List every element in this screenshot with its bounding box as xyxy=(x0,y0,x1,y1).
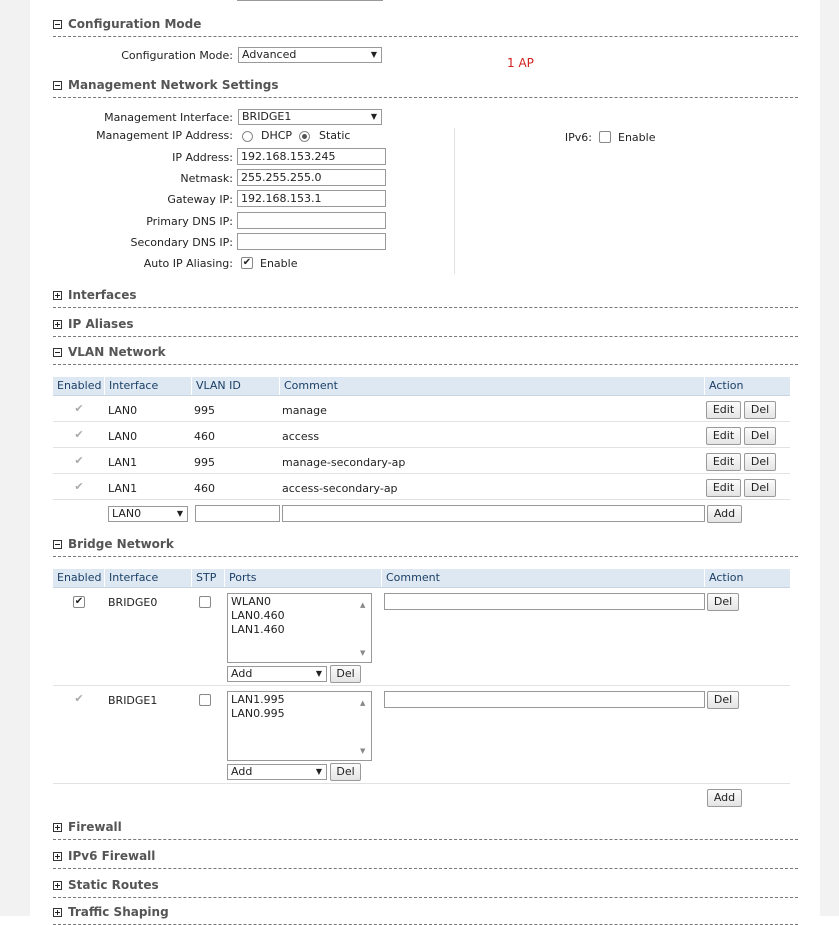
mgmt-interface-label: Management Interface: xyxy=(104,111,233,124)
expand-icon[interactable] xyxy=(53,320,62,329)
vlan-edit-button[interactable]: Edit xyxy=(706,453,741,471)
bridge-port-add-select[interactable] xyxy=(227,666,327,682)
section-management-network[interactable] xyxy=(53,77,798,98)
gateway-label: Gateway IP: xyxy=(167,193,233,206)
column-separator xyxy=(454,128,455,274)
bridge-enabled-checkbox[interactable]: ✔ xyxy=(74,596,84,607)
gateway-input[interactable]: 192.168.153.1 xyxy=(237,190,386,207)
ipv6-enable-label: Enable xyxy=(618,131,656,144)
secondary-dns-label: Secondary DNS IP: xyxy=(130,236,233,249)
vlan-id: 995 xyxy=(194,404,215,417)
vlan-del-button[interactable]: Del xyxy=(744,453,776,471)
vlan-new-interface-value: LAN0 xyxy=(112,507,142,520)
vlan-interface: LAN0 xyxy=(108,404,138,417)
section-title: Firewall xyxy=(68,820,122,834)
expand-icon[interactable] xyxy=(53,291,62,300)
port-item[interactable]: LAN0.460 xyxy=(231,609,285,622)
netmask-label: Netmask: xyxy=(180,172,233,185)
ipv6-label: IPv6: xyxy=(564,131,592,144)
primary-dns-label: Primary DNS IP: xyxy=(146,215,233,228)
vlan-id: 460 xyxy=(194,482,215,495)
section-title: Management Network Settings xyxy=(68,78,279,92)
vlan-header-interface: Interface xyxy=(104,377,193,395)
section-title: Configuration Mode xyxy=(68,17,202,31)
section-firewall[interactable] xyxy=(53,819,798,840)
section-traffic-shaping[interactable] xyxy=(53,904,798,925)
config-mode-label: Configuration Mode: xyxy=(121,49,233,62)
vlan-row xyxy=(53,448,790,474)
auto-ip-aliasing-enable-label: Enable xyxy=(260,257,298,270)
section-title: Traffic Shaping xyxy=(68,905,169,919)
vlan-id: 460 xyxy=(194,430,215,443)
vlan-interface: LAN0 xyxy=(108,430,138,443)
vlan-table-header xyxy=(53,377,790,396)
bridge-port-add-value: Add xyxy=(231,765,253,778)
secondary-dns-input[interactable] xyxy=(237,233,386,250)
bridge-header-comment: Comment xyxy=(381,569,704,587)
vlan-new-interface-select[interactable] xyxy=(108,506,188,522)
bridge-port-add-select[interactable] xyxy=(227,764,327,780)
static-radio[interactable] xyxy=(299,131,310,142)
auto-ip-aliasing-label: Auto IP Aliasing: xyxy=(143,257,233,270)
netmask-input[interactable]: 255.255.255.0 xyxy=(237,169,386,186)
bridge-ports-list[interactable] xyxy=(227,691,372,761)
dhcp-radio[interactable] xyxy=(242,131,253,142)
bridge-table-header xyxy=(53,569,790,588)
dropdown-arrow-icon: ▼ xyxy=(370,50,377,59)
bridge-interface: BRIDGE1 xyxy=(108,694,158,707)
bridge-row xyxy=(53,588,790,686)
expand-icon[interactable] xyxy=(53,852,62,861)
port-item[interactable]: LAN1.995 xyxy=(231,693,285,706)
section-ipv6-firewall[interactable] xyxy=(53,848,798,869)
config-mode-value: Advanced xyxy=(242,48,297,61)
bridge-header-ports: Ports xyxy=(224,569,381,587)
bridge-del-button[interactable]: Del xyxy=(707,593,739,611)
bridge-header-stp: STP xyxy=(191,569,226,587)
section-title: Bridge Network xyxy=(68,537,174,551)
primary-dns-input[interactable] xyxy=(237,212,386,229)
vlan-enabled-checkbox[interactable]: ✔ xyxy=(74,480,84,493)
config-mode-select[interactable] xyxy=(238,47,382,63)
dhcp-label: DHCP xyxy=(261,129,293,142)
bridge-row xyxy=(53,686,790,784)
ipv6-enable-checkbox[interactable] xyxy=(599,131,611,143)
bridge-stp-checkbox[interactable] xyxy=(199,694,211,706)
dropdown-arrow-icon: ▼ xyxy=(315,669,322,678)
vlan-add-button[interactable]: Add xyxy=(707,505,742,523)
section-title: IP Aliases xyxy=(68,317,134,331)
section-title: VLAN Network xyxy=(68,345,166,359)
expand-icon[interactable] xyxy=(53,881,62,890)
bridge-add-button[interactable]: Add xyxy=(707,789,742,807)
vlan-row xyxy=(53,422,790,448)
bridge-port-add-value: Add xyxy=(231,667,253,680)
section-interfaces[interactable] xyxy=(53,287,798,308)
vlan-comment: manage xyxy=(282,404,327,417)
bridge-header-action: Action xyxy=(704,569,791,587)
scroll-down-icon[interactable]: ▼ xyxy=(360,747,366,755)
section-bridge-network[interactable] xyxy=(53,536,798,557)
ip-address-input[interactable]: 192.168.153.245 xyxy=(237,148,386,165)
collapse-icon[interactable] xyxy=(53,348,62,357)
auto-ip-aliasing-checkbox[interactable]: ✔ xyxy=(242,257,252,268)
page-margin-right xyxy=(820,0,839,916)
dropdown-arrow-icon: ▼ xyxy=(176,509,183,518)
vlan-header-comment: Comment xyxy=(279,377,704,395)
bridge-ports-list[interactable] xyxy=(227,593,372,663)
port-item[interactable]: WLAN0 xyxy=(231,595,272,608)
port-item[interactable]: LAN0.995 xyxy=(231,707,285,720)
bridge-del-button[interactable]: Del xyxy=(707,691,739,709)
partial-select-above xyxy=(237,0,383,1)
vlan-id: 995 xyxy=(194,456,215,469)
ip-address-label: IP Address: xyxy=(172,151,233,164)
vlan-comment: access xyxy=(282,430,320,443)
vlan-comment: manage-secondary-ap xyxy=(282,456,406,469)
section-ip-aliases[interactable] xyxy=(53,316,798,337)
scroll-up-icon[interactable]: ▲ xyxy=(360,601,366,609)
bridge-header-interface: Interface xyxy=(104,569,193,587)
mgmt-ip-mode-label: Management IP Address: xyxy=(96,129,233,142)
vlan-del-button[interactable]: Del xyxy=(744,479,776,497)
dropdown-arrow-icon: ▼ xyxy=(315,767,322,776)
vlan-header-vlan-id: VLAN ID xyxy=(191,377,280,395)
vlan-del-button[interactable]: Del xyxy=(744,401,776,419)
dropdown-arrow-icon: ▼ xyxy=(370,112,377,121)
mgmt-interface-select[interactable] xyxy=(238,109,382,125)
vlan-edit-button[interactable]: Edit xyxy=(706,401,741,419)
section-title: Static Routes xyxy=(68,878,159,892)
scrollbar[interactable] xyxy=(356,692,371,760)
vlan-interface: LAN1 xyxy=(108,456,138,469)
vlan-row xyxy=(53,396,790,422)
collapse-icon[interactable] xyxy=(53,540,62,549)
vlan-header-action: Action xyxy=(704,377,791,395)
scroll-up-icon[interactable]: ▲ xyxy=(360,699,366,707)
vlan-del-button[interactable]: Del xyxy=(744,427,776,445)
vlan-enabled-checkbox[interactable]: ✔ xyxy=(74,428,84,441)
vlan-enabled-checkbox[interactable]: ✔ xyxy=(74,454,84,467)
bridge-stp-checkbox[interactable] xyxy=(199,596,211,608)
bridge-header-enabled: Enabled xyxy=(57,571,102,584)
bridge-interface: BRIDGE0 xyxy=(108,596,158,609)
vlan-comment: access-secondary-ap xyxy=(282,482,398,495)
section-static-routes[interactable] xyxy=(53,877,798,898)
vlan-enabled-checkbox[interactable]: ✔ xyxy=(74,402,84,415)
vlan-new-comment-input[interactable] xyxy=(282,505,705,522)
port-item[interactable]: LAN1.460 xyxy=(231,623,285,636)
section-title: IPv6 Firewall xyxy=(68,849,156,863)
section-configuration-mode[interactable] xyxy=(53,16,798,37)
vlan-row xyxy=(53,474,790,500)
static-label: Static xyxy=(319,129,351,142)
bridge-port-del-button[interactable]: Del xyxy=(330,665,361,683)
section-title: Interfaces xyxy=(68,288,137,302)
collapse-icon[interactable] xyxy=(53,81,62,90)
bridge-port-del-button[interactable]: Del xyxy=(330,763,361,781)
vlan-edit-button[interactable]: Edit xyxy=(706,427,741,445)
annotation-text: 1 AP xyxy=(507,56,534,70)
mgmt-interface-value: BRIDGE1 xyxy=(242,110,292,123)
bridge-comment-input[interactable] xyxy=(384,593,705,610)
vlan-edit-button[interactable]: Edit xyxy=(706,479,741,497)
expand-icon[interactable] xyxy=(53,823,62,832)
collapse-icon[interactable] xyxy=(53,20,62,29)
scroll-down-icon[interactable]: ▼ xyxy=(360,649,366,657)
scrollbar[interactable] xyxy=(356,594,371,662)
vlan-new-id-input[interactable] xyxy=(195,505,280,522)
page-margin-left xyxy=(0,0,30,916)
vlan-header-enabled: Enabled xyxy=(57,379,102,392)
vlan-interface: LAN1 xyxy=(108,482,138,495)
section-vlan-network[interactable] xyxy=(53,344,798,365)
bridge-comment-input[interactable] xyxy=(384,691,705,708)
bridge-enabled-checkbox[interactable]: ✔ xyxy=(74,692,84,705)
